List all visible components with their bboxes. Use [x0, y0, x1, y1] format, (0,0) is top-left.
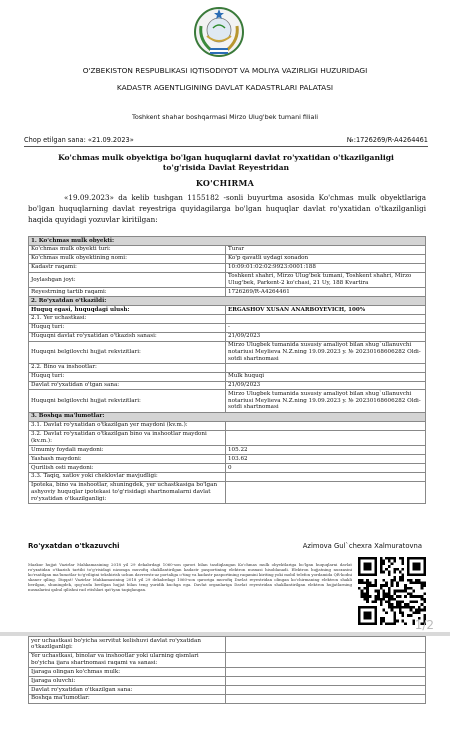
table-row	[29, 314, 426, 323]
table-row	[29, 685, 426, 694]
table-row	[29, 323, 426, 332]
table-row	[29, 652, 426, 668]
table-row	[29, 481, 426, 503]
field-value: 105.22	[226, 446, 426, 455]
table-row	[29, 455, 426, 464]
field-value: 0	[226, 463, 426, 472]
table-row	[29, 677, 426, 686]
field-value: Turar	[226, 245, 426, 254]
document-title: Ko'chmas mulk obyektiga bo'lgan huquqlarni davlat ro'yxatidan o'tkazilganligi to'g'risida Davlat Reyestridan	[58, 153, 394, 172]
section-header: 1. Ko'chmas mulk obyekti:	[29, 237, 426, 246]
table-row	[29, 254, 426, 263]
field-value	[226, 685, 426, 694]
field-label: Ijaraga olingan ko'chmas mulk:	[29, 668, 226, 677]
field-label: Boshqa ma'lumotlar:	[29, 694, 226, 703]
field-value: -	[226, 323, 426, 332]
field-value: 1726269/R-A4264461	[226, 288, 426, 297]
branch-name: Toshkent shahar boshqarmasi Mirzo Ulug'bek tumani filiali	[132, 113, 318, 121]
table-row	[29, 381, 426, 390]
field-value	[226, 472, 426, 481]
field-value: 21/09/2023	[226, 332, 426, 341]
field-label: Ijaraga oluvchi:	[29, 677, 226, 686]
field-label: 3.1. Davlat ro'yxatidan o'tkazilgan yer maydoni (kv.m.):	[29, 421, 226, 430]
field-label: Huquqni davlat ro'yxatidan o'tkazish sanasi:	[29, 332, 226, 341]
continuation-table	[28, 636, 426, 704]
field-value: Mirzo Ulugbek tumanida xususiy amaliyot bilan shug`ullanuvchi notariusi Meylieva N.Z.ning 19.09.2023 y. № 20230168606282 Oldi-sotdi shartnomasi	[226, 341, 426, 363]
section-header-row	[29, 237, 426, 246]
field-label: Yer uchastkasi, binolar va inshootlar yoki ularning qismlari bo'yicha ijara shartnomasi raqami va sanasi:	[29, 652, 226, 668]
table-row	[29, 372, 426, 381]
table-row	[29, 421, 426, 430]
field-value	[226, 421, 426, 430]
field-value: 103.62	[226, 455, 426, 464]
field-label: 3.3. Taqiq, xatlov yoki cheklovlar mavjudligi:	[29, 472, 226, 481]
field-value: 10:09:01:02:02:9923:0001:188	[226, 263, 426, 272]
organization-line-1: O'ZBEKISTON RESPUBLIKASI IQTISODIYOT VA MOLIYA VAZIRLIGI HUZURIDAGI	[82, 66, 368, 75]
section-header: 3. Boshqa ma'lumotlar:	[29, 412, 426, 421]
table-row	[29, 288, 426, 297]
field-label: Yashash maydoni:	[29, 455, 226, 464]
document-subtitle: KO'CHIRMA	[195, 178, 255, 188]
field-value: 21/09/2023	[226, 381, 426, 390]
field-value	[226, 363, 426, 372]
field-value	[226, 652, 426, 668]
registrar-label: Ro'yxatdan o'tkazuvchi	[28, 542, 120, 550]
document-page-2	[0, 636, 450, 744]
section-header-row	[29, 297, 426, 306]
print-date: Chop etilgan sana: «21.09.2023»	[24, 136, 134, 144]
table-row	[29, 463, 426, 472]
field-value	[226, 677, 426, 686]
field-value	[226, 314, 426, 323]
table-row	[29, 341, 426, 363]
field-label: Umumiy foydali maydoni:	[29, 446, 226, 455]
field-label: yer uchastkasi bo'yicha servitut kelishuvi davlat ro'yxatidan o'tkazilganligi:	[29, 637, 226, 653]
table-row	[29, 446, 426, 455]
field-label: Qurilish osti maydoni:	[29, 463, 226, 472]
registry-table	[28, 236, 426, 504]
legal-note: Mazkur hujjat Vazirlar Mahkamasining 2018 yil 29 dekabrdagi 1060-son qarori bilan tasdiqlangan Ko'chmas mulk obyektlariga bo'lgan huquqlarni davlat ro'yxatidan o'tkazish tartibi to'g'risidagi nizomga muvofiq shakllantirilgan kadastr pasportining elektron nusxasi hisoblanadi. Elektron hujjatning nusxasini ko'rsatilgan ma'lumotlar to'g'riligini tekshirish uchun davreestr.uz portaliga o'ting va kadastr pasportining raqamini kiriting yoki mobil telefon yordamida QR-kodni skaner qiling. Diqqat! Vazirlar Mahkamasining 2018 yil 29 dekabrdagi 1060-son qaroriga muvofiq Davlat reyestridan olingan ko'chirmaning elektron shakli berilgan, shuningdek, qog'ozda berilgan hujjat bilan teng yuridik kuchga ega. Davlat organlariga Davlat reyestridan shakllantirilgan elektron hujjatlarning nusxalarini qabul qilishni rad etishlari qat'iyan taqiqlangan.	[28, 562, 352, 593]
field-label: Huquqni belgilovchi hujjat rekvizitlari:	[29, 341, 226, 363]
field-value	[226, 694, 426, 703]
field-value	[226, 637, 426, 653]
field-value	[226, 481, 426, 503]
field-label: Ipoteka, bino va inshootlar, shuningdek, yer uchastkasiga bo'lgan ashyoviy huquqlar ipotekasi to'g'risidagi shartnomalarni davlat ro'yxatidan o'tkazilganligi:	[29, 481, 226, 503]
section-header-row	[29, 412, 426, 421]
field-label: Reyestrning tartib raqami:	[29, 288, 226, 297]
field-label: Kadastr raqami:	[29, 263, 226, 272]
field-value: Ko'p qavatli uydagi xonadon	[226, 254, 426, 263]
table-row	[29, 430, 426, 446]
table-row	[29, 263, 426, 272]
field-label: Huquq turi:	[29, 372, 226, 381]
qr-code-icon	[358, 557, 426, 625]
field-label: 3.2. Davlat ro'yxatidan o'tkazilgan bino va inshootlar maydoni (kv.m.):	[29, 430, 226, 446]
field-label: Ko'chmas mulk obyektining nomi:	[29, 254, 226, 263]
table-row	[29, 363, 426, 372]
field-value	[226, 668, 426, 677]
table-row	[29, 305, 426, 314]
field-value: Mulk huquqi	[226, 372, 426, 381]
field-value: ERGASHOV XUSAN ANARBOYEVICH, 100%	[226, 305, 426, 314]
document-number: №:1726269/R-A4264461	[346, 136, 428, 144]
table-row	[29, 245, 426, 254]
table-row	[29, 668, 426, 677]
field-label: Huquqni belgilovchi hujjat rekvizitlari:	[29, 390, 226, 412]
field-value: Mirzo Ulugbek tumanida xususiy amaliyot bilan shug`ullanuvchi notariusi Meylieva N.Z.ning 19.09.2023 y. № 20230168606282 Oldi-sotdi shartnomasi	[226, 390, 426, 412]
table-row	[29, 637, 426, 653]
field-label: Joylashgan joyi:	[29, 272, 226, 288]
field-label: Davlat ro'yxatidan o'tgan sana:	[29, 381, 226, 390]
section-header: 2. Ro'yxatdan o'tkazildi:	[29, 297, 426, 306]
divider	[24, 146, 428, 147]
table-row	[29, 390, 426, 412]
field-label: Huquq egasi, huquqdagi ulush:	[29, 305, 226, 314]
field-label: 2.2. Bino va inshootlar:	[29, 363, 226, 372]
intro-paragraph: «19.09.2023» da kelib tushgan 1155182 -sonli buyurtma asosida Ko'chmas mulk obyektlariga bo'lgan huquqlarning davlat reyestriga quyidagilarga bo'lgan huquqlar davlat ro'yxatidan o'tkazilganligi haqida quyidagi yozuvlar kiritilgan:	[28, 193, 426, 224]
field-value	[226, 430, 426, 446]
organization-line-2: KADASTR AGENTLIGINING DAVLAT KADASTRLARI PALATASI	[116, 83, 334, 92]
field-label: Huquq turi:	[29, 323, 226, 332]
state-emblem-icon	[193, 6, 245, 58]
field-label: Ko'chmas mulk obyekti turi:	[29, 245, 226, 254]
field-label: Davlat ro'yxatidan o'tkazilgan sana:	[29, 685, 226, 694]
field-label: 2.1. Yer uchastkasi:	[29, 314, 226, 323]
table-row	[29, 472, 426, 481]
table-row	[29, 694, 426, 703]
table-row	[29, 332, 426, 341]
table-row	[29, 272, 426, 288]
registrar-name: Azimova Gul`chexra Xalmuratovna	[302, 542, 422, 550]
field-value: Toshkent shahri, Mirzo Ulug'bek tumani, Toshkent shahri, Mirzo Ulug'bek, Parkent-2 ko'chasi, 21 Uy, 188 Kvartira	[226, 272, 426, 288]
page-indicator: 1/2	[414, 618, 434, 632]
